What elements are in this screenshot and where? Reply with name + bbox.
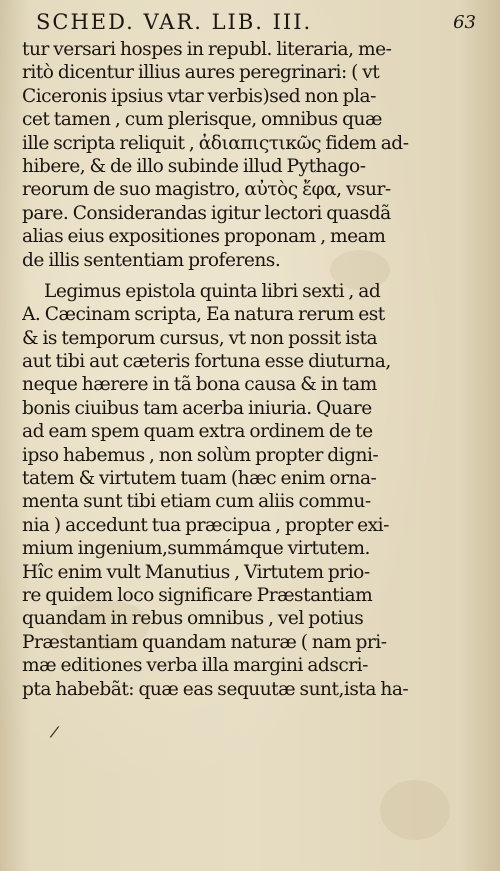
text-line: reorum de suo magistro, αὐτὸς ἔφα, vsur- xyxy=(22,179,391,201)
text-line: ad eam spem quam extra ordinem de te xyxy=(22,421,373,443)
text-line: nia ) accedunt tua præcipua , propter exi- xyxy=(22,514,389,536)
paragraph-1 xyxy=(22,38,470,272)
text-line: Præstantiam quandam naturæ ( nam pri- xyxy=(22,631,387,653)
text-line: pta habebãt: quæ eas sequutæ sunt,ista ha- xyxy=(22,678,409,700)
paper-stain xyxy=(380,780,450,840)
page-header xyxy=(36,10,476,40)
text-line: alias eius expositiones proponam , meam xyxy=(22,226,386,248)
body-text xyxy=(22,38,470,701)
paragraph-gap xyxy=(22,272,470,280)
text-line: A. Cæcinam scripta, Ea natura rerum est xyxy=(22,304,385,326)
text-line: de illis sententiam proferens. xyxy=(22,249,281,271)
paragraph-2 xyxy=(22,280,470,701)
text-line: & is temporum cursus, vt non possit ista xyxy=(22,327,378,349)
text-line: Hîc enim vult Manutius , Virtutem prio- xyxy=(22,561,370,583)
text-line: ritò dicentur illius aures peregrinari: ( vt xyxy=(22,62,380,84)
text-line: pare. Considerandas igitur lectori quasdã xyxy=(22,202,391,224)
text-line: cet tamen , cum plerisque, omnibus quæ xyxy=(22,109,382,131)
text-line: Ciceronis ipsius vtar verbis)sed non pla- xyxy=(22,85,376,107)
text-line: Legimus epistola quinta libri sexti , ad xyxy=(44,280,381,302)
text-line: mium ingenium,summámque virtutem. xyxy=(22,538,370,560)
text-line: hibere, & de illo subinde illud Pythago- xyxy=(22,155,366,177)
text-line: mæ editiones verba illa margini adscri- xyxy=(22,655,368,677)
text-line: neque hærere in tã bona causa & in tam xyxy=(22,374,377,396)
text-line: tur versari hospes in republ. literaria, me- xyxy=(22,39,392,60)
text-line: aut tibi aut cæteris fortuna esse diuturna, xyxy=(22,351,391,373)
text-line: ipso habemus , non solùm propter digni- xyxy=(22,444,379,466)
text-line: bonis ciuibus tam acerba iniuria. Quare xyxy=(22,397,372,419)
text-line: re quidem loco significare Præstantiam xyxy=(22,584,373,606)
text-line: tatem & virtutem tuam (hæc enim orna- xyxy=(22,468,377,490)
page-number: 63 xyxy=(453,12,476,33)
text-line: menta sunt tibi etiam cum aliis commu- xyxy=(22,491,371,513)
text-line: ille scripta reliquit , ἀδιαπιςτικῶς fidem ad- xyxy=(22,132,409,154)
running-title: SCHED. VAR. LIB. III. xyxy=(36,10,313,34)
text-line: quandam in rebus omnibus , vel potius xyxy=(22,608,364,630)
stray-ink-mark: / xyxy=(48,721,61,742)
